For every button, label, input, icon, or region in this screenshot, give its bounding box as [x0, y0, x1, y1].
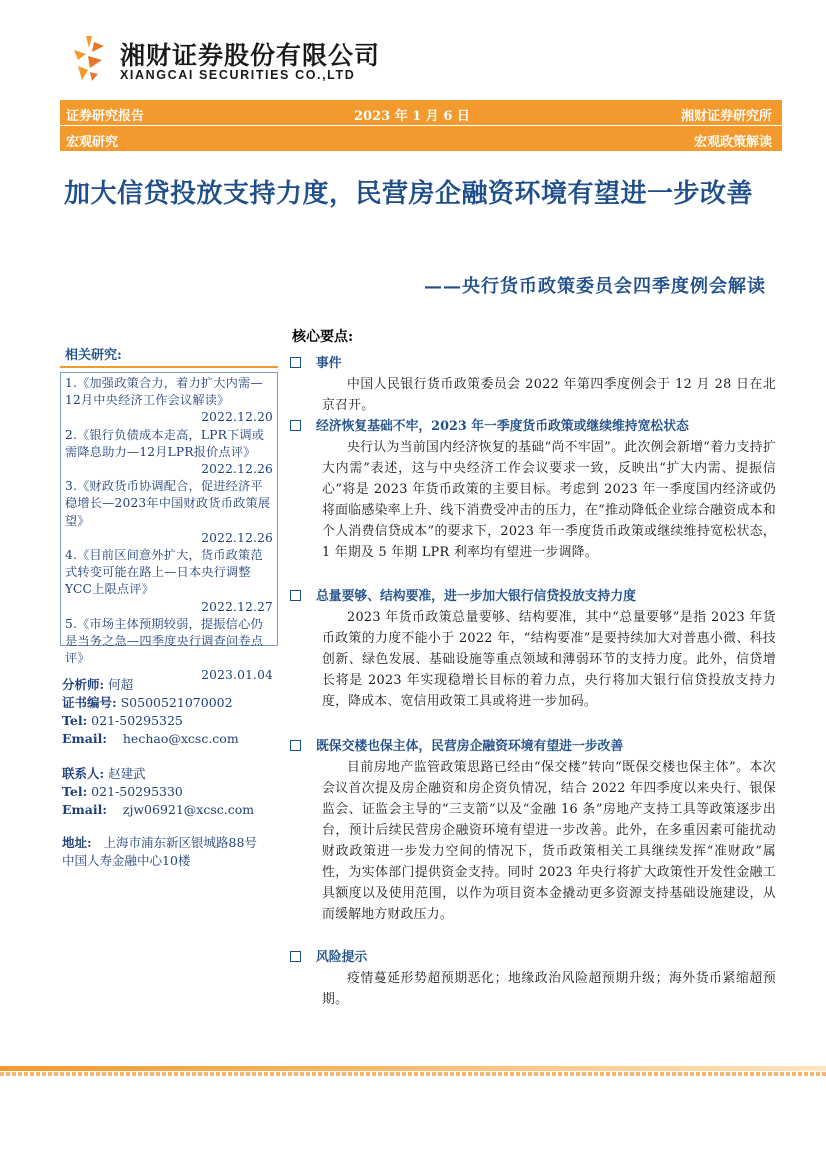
- section-heading: [290, 737, 776, 757]
- related-item[interactable]: [65, 616, 273, 685]
- analyst-block: [62, 676, 239, 748]
- section-heading: [290, 354, 776, 374]
- checkbox-bullet-icon: [290, 951, 301, 962]
- section-body: 疫情蔓延形势超预期恶化；地缘政治风险超预期升级；海外货币紧缩超预期。: [322, 971, 776, 1007]
- address-line-1: 上海市浦东新区银城路88号: [103, 835, 257, 850]
- band-divider: [60, 125, 782, 126]
- related-item[interactable]: [65, 547, 273, 616]
- related-research-heading: 相关研究:: [65, 348, 122, 363]
- page-subtitle: ——央行货币政策委员会四季度例会解读: [424, 276, 766, 297]
- section-heading-text: 经济恢复基础不牢，2023 年一季度货币政策或继续维持宽松状态: [316, 419, 689, 434]
- checkbox-bullet-icon: [290, 590, 301, 601]
- analyst-email-label: Email:: [62, 731, 107, 746]
- related-item[interactable]: [65, 375, 273, 427]
- section-heading: [290, 948, 776, 968]
- company-name-en: XIANGCAI SECURITIES CO.,LTD: [120, 68, 356, 82]
- analyst-email[interactable]: hechao@xcsc.com: [122, 731, 239, 746]
- section-heading-text: 事件: [316, 356, 342, 371]
- core-points-heading: 核心要点:: [292, 329, 354, 345]
- section-heading-text: 既保交楼也保主体，民营房企融资环境有望进一步改善: [316, 739, 624, 754]
- address-line-2: 中国人寿金融中心10楼: [62, 853, 191, 868]
- section-property: [290, 737, 776, 925]
- contact-block: [62, 765, 254, 819]
- cert-number: S0500521070002: [120, 695, 233, 710]
- report-category: 宏观研究: [66, 135, 119, 150]
- related-item-date: 2022.12.20: [201, 410, 273, 425]
- section-heading-text: 总量要够、结构要准，进一步加大银行信贷投放支持力度: [316, 589, 636, 604]
- related-item-date: 2022.12.27: [201, 599, 273, 614]
- section-heading: [290, 587, 776, 607]
- related-item-date: 2022.12.26: [201, 462, 273, 477]
- related-research-header: [60, 340, 278, 368]
- contact-name: 赵建武: [108, 766, 146, 781]
- related-item-date: 2023.01.04: [201, 668, 273, 683]
- related-item-title[interactable]: 4.《目前区间意外扩大，货币政策范式转变可能在路上—日本央行调整YCC上限点评》: [65, 548, 263, 597]
- contact-email[interactable]: zjw06921@xcsc.com: [122, 802, 255, 817]
- section-credit: [290, 587, 776, 712]
- analyst-tel: 021-50295325: [91, 713, 183, 728]
- related-item[interactable]: [65, 478, 273, 547]
- contact-label: 联系人:: [62, 766, 105, 781]
- checkbox-bullet-icon: [290, 420, 301, 431]
- related-item-title[interactable]: 3.《财政货币协调配合，促进经济平稳增长—2023年中国财政货币政策展望》: [65, 479, 271, 528]
- checkbox-bullet-icon: [290, 740, 301, 751]
- footer-decor-bar: [0, 1066, 826, 1078]
- analyst-label: 分析师:: [62, 677, 105, 692]
- analyst-tel-label: Tel:: [62, 713, 88, 728]
- related-item-title[interactable]: 1.《加强政策合力，着力扩大内需—12月中央经济工作会议解读》: [65, 376, 263, 408]
- address-label: 地址:: [62, 835, 92, 850]
- contact-email-label: Email:: [62, 802, 107, 817]
- section-heading-text: 风险提示: [316, 950, 368, 965]
- report-date: 2023 年 1 月 6 日: [354, 109, 470, 124]
- section-event: [290, 354, 776, 416]
- section-risk: [290, 948, 776, 1010]
- related-item-title[interactable]: 5.《市场主体预期较弱，提振信心仍是当务之急—四季度央行调查问卷点评》: [65, 616, 264, 666]
- page-title: 加大信贷投放支持力度，民营房企融资环境有望进一步改善: [64, 179, 754, 209]
- section-economy: [290, 417, 776, 563]
- related-item[interactable]: [65, 427, 273, 479]
- cert-label: 证书编号:: [62, 695, 117, 710]
- related-item-date: 2022.12.26: [201, 530, 273, 545]
- related-research-list: [60, 372, 278, 683]
- company-name-cn: 湘财证券股份有限公司: [120, 41, 381, 70]
- related-divider: [60, 366, 278, 368]
- analyst-name: 何超: [108, 677, 134, 692]
- contact-tel: 021-50295330: [91, 784, 183, 799]
- section-body: 2023 年货币政策总量要够、结构要准，其中“总量要够”是指 2023 年货币政策的力度不能小于 2022 年，“结构要准”是要持续加大对普惠小微、科技创新、绿色发展、基础设施等重点领域和薄弱环节的支持力度。此外，信贷增长将是 2023 年实现稳增长目标的着力点，央行将加大银行信贷投放支持力度，降成本、宽信用政策工具或将进一步加码。: [322, 610, 776, 709]
- company-logo-icon: [72, 34, 106, 82]
- related-item-title[interactable]: 2.《银行负债成本走高，LPR下调或需降息助力—12月LPR报价点评》: [65, 427, 265, 459]
- report-subcategory: 宏观政策解读: [693, 135, 772, 150]
- address-block: [62, 834, 257, 870]
- section-body: 中国人民银行货币政策委员会 2022 年第四季度例会于 12 月 28 日在北京召开。: [322, 377, 776, 413]
- contact-tel-label: Tel:: [62, 784, 88, 799]
- section-body: 央行认为当前国内经济恢复的基础“尚不牢固”。此次例会新增“着力支持扩大内需”表述，这与中央经济工作会议要求一致，反映出“扩大内需、提振信心”将是 2023 年货币政策的主要目标。考虑到 2023 年一季度国内经济或仍将面临感染率上升、线下消费受冲击的压力，在“推动降低企业综合融资成本和个人消费信贷成本”的要求下，2023 年一季度货币政策或继续维持宽松状态，1 年期及 5 年期 LPR 利率均有望进一步调降。: [322, 440, 776, 560]
- section-heading: [290, 417, 776, 437]
- header-band: [60, 100, 782, 151]
- section-body: 目前房地产监管政策思路已经由“保交楼”转向“既保交楼也保主体”。本次会议首次提及房企融资和房企资负情况，结合 2022 年四季度以来央行、银保监会、证监会主导的“三支箭”以及“金融 16 条”房地产支持工具等政策逐步出台，预计后续民营房企融资环境有望进一步改善。此外，在多重因素可能扰动财政政策进一步发力空间的情况下，货币政策相关工具继续发挥“准财政”属性，为实体部门提供资金支持。同时 2023 年央行将扩大政策性开发性金融工具额度以及使用范围，以作为项目资本金撬动更多资源支持基础设施建设，从而缓解地方财政压力。: [322, 760, 776, 922]
- checkbox-bullet-icon: [290, 357, 301, 368]
- institute-name: 湘财证券研究所: [680, 109, 772, 124]
- report-type: 证券研究报告: [66, 109, 145, 124]
